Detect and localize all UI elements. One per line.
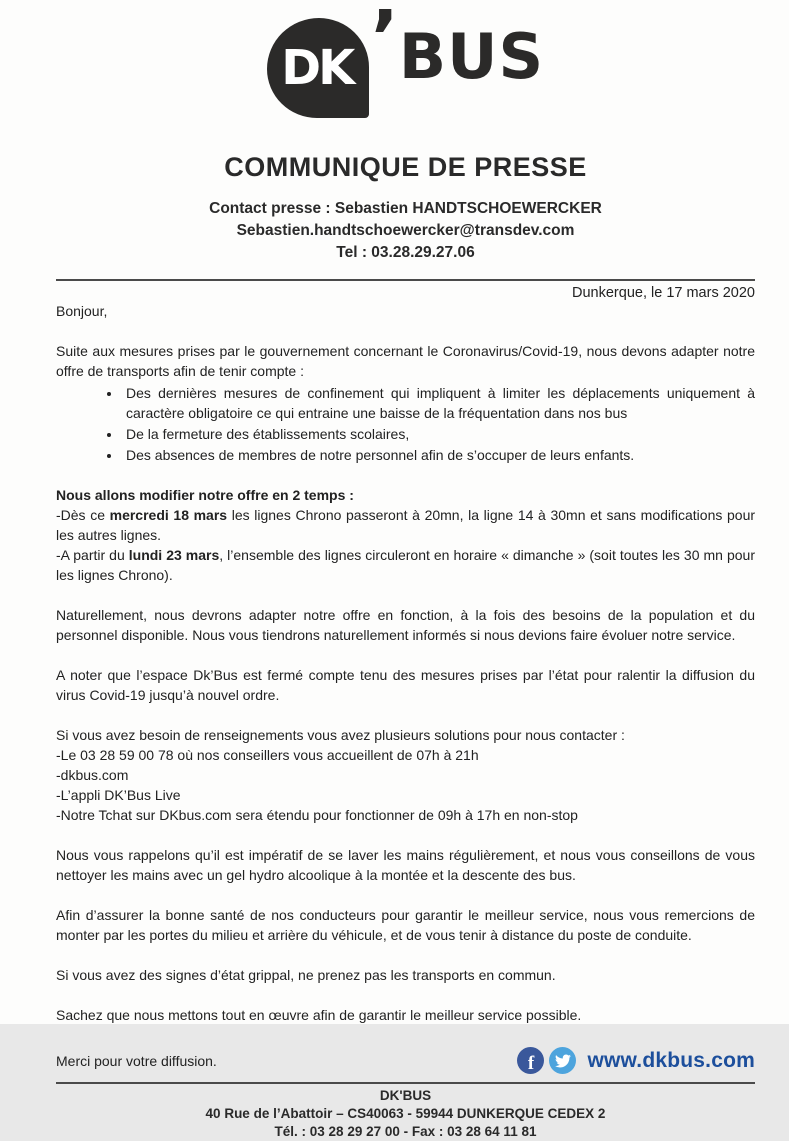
- footer-address: 40 Rue de l’Abattoir – CS40063 - 59944 DUNKERQUE CEDEX 2: [205, 1106, 606, 1121]
- dateline: Dunkerque, le 17 mars 2020: [572, 285, 755, 301]
- footer-company: DK'BUS: [379, 1088, 432, 1103]
- social-links: [517, 1047, 755, 1074]
- offer-item1-date: mercredi 18 mars: [109, 507, 228, 523]
- contact-phone: Tel : 03.28.29.27.06: [336, 244, 475, 261]
- facebook-icon: f: [517, 1047, 544, 1074]
- contact-option-site: -dkbus.com: [56, 767, 129, 783]
- paragraph-adaptation: Naturellement, nous devrons adapter notre offre en fonction, à la fois des besoins de la population et du personnel disponible. Nous vous tiendrons naturellement informés si nous devions faire évoluer notre service.: [56, 607, 755, 643]
- page-footer: [56, 1082, 755, 1141]
- website-url: www.dkbus.com: [587, 1048, 755, 1072]
- bullet-ecoles: • De la fermeture des établissements scolaires,: [122, 424, 755, 444]
- header-divider: [56, 279, 755, 281]
- contact-options-intro: Si vous avez besoin de renseignements vous avez plusieurs solutions pour nous contacter :: [56, 727, 625, 743]
- contact-email: Sebastien.handtschoewercker@transdev.com: [236, 222, 575, 239]
- offer-heading: Nous allons modifier notre offre en 2 temps :: [56, 487, 354, 503]
- offer-item-23-mars: [56, 545, 755, 585]
- paragraph-merci: Merci pour votre diffusion.: [56, 1052, 217, 1069]
- page-title: COMMUNIQUE DE PRESSE: [224, 152, 587, 182]
- intro-paragraph: Suite aux mesures prises par le gouvernement concernant le Coronavirus/Covid-19, nous devons adapter notre offre de transports afin de tenir compte :: [56, 343, 755, 379]
- paragraph-hygiene: Nous vous rappelons qu’il est impératif de se laver les mains régulièrement, et nous vous conseillons de vous nettoyer les mains avec un gel hydro alcoolique à la montée et la descente des bus.: [56, 847, 755, 883]
- contact-option-app: -L’appli DK’Bus Live: [56, 787, 181, 803]
- offer-item1-pre: -Dès ce: [56, 507, 110, 523]
- footer-telfax: Tél. : 03 28 29 27 00 - Fax : 03 28 64 11 81: [274, 1124, 537, 1139]
- offer-item-18-mars: [56, 505, 755, 545]
- logo-bus-text: BUS: [398, 20, 545, 93]
- signature-row: [56, 1047, 755, 1074]
- offer-item2-pre: -A partir du: [56, 547, 129, 563]
- press-contact-block: [56, 198, 755, 264]
- salutation: Bonjour,: [56, 303, 108, 319]
- twitter-icon: [549, 1047, 576, 1074]
- paragraph-grippal: Si vous avez des signes d’état grippal, ne prenez pas les transports en commun.: [56, 967, 556, 983]
- paragraph-espace-ferme: A noter que l’espace Dk’Bus est fermé compte tenu des mesures prises par l’état pour ralentir la diffusion du virus Covid-19 jusqu’à nouvel ordre.: [56, 667, 755, 703]
- contact-option-tchat: -Notre Tchat sur DKbus.com sera étendu pour fonctionner de 09h à 17h en non-stop: [56, 807, 578, 823]
- offer-item1-post: les lignes Chrono passeront à 20mn, la ligne 14 à 30mn et sans modifications pour les autres lignes.: [56, 507, 756, 543]
- dkbus-logo: [56, 0, 755, 130]
- contact-name: Contact presse : Sebastien HANDTSCHOEWERCKER: [209, 200, 602, 217]
- paragraph-conducteurs: Afin d’assurer la bonne santé de nos conducteurs pour garantir le meilleur service, nous vous remercions de monter par les portes du milieu et arrière du véhicule, et de vous tenir à distance du poste de conduite.: [56, 907, 755, 943]
- offer-item2-date: lundi 23 mars: [128, 547, 220, 563]
- paragraph-service: Sachez que nous mettons tout en œuvre afin de garantir le meilleur service possible.: [56, 1007, 582, 1023]
- logo-apostrophe: ’: [370, 0, 399, 81]
- logo-dk-text: DK: [281, 40, 353, 96]
- measures-bullet-list: [56, 383, 755, 465]
- bullet-confinement: • Des dernières mesures de confinement qui impliquent à limiter les déplacements uniquement à caractère obligatoire ce qui entraine une baisse de la fréquentation dans nos bus: [122, 383, 755, 423]
- offer-item2-post: , l’ensemble des lignes circuleront en horaire « dimanche » (soit toutes les 30 mn pour les lignes Chrono).: [56, 547, 755, 583]
- contact-option-phone: -Le 03 28 59 00 78 où nos conseillers vous accueillent de 07h à 21h: [56, 747, 479, 763]
- dkbus-logo-blob: [267, 18, 369, 118]
- bullet-absences: • Des absences de membres de notre personnel afin de s’occuper de leurs enfants.: [122, 445, 755, 465]
